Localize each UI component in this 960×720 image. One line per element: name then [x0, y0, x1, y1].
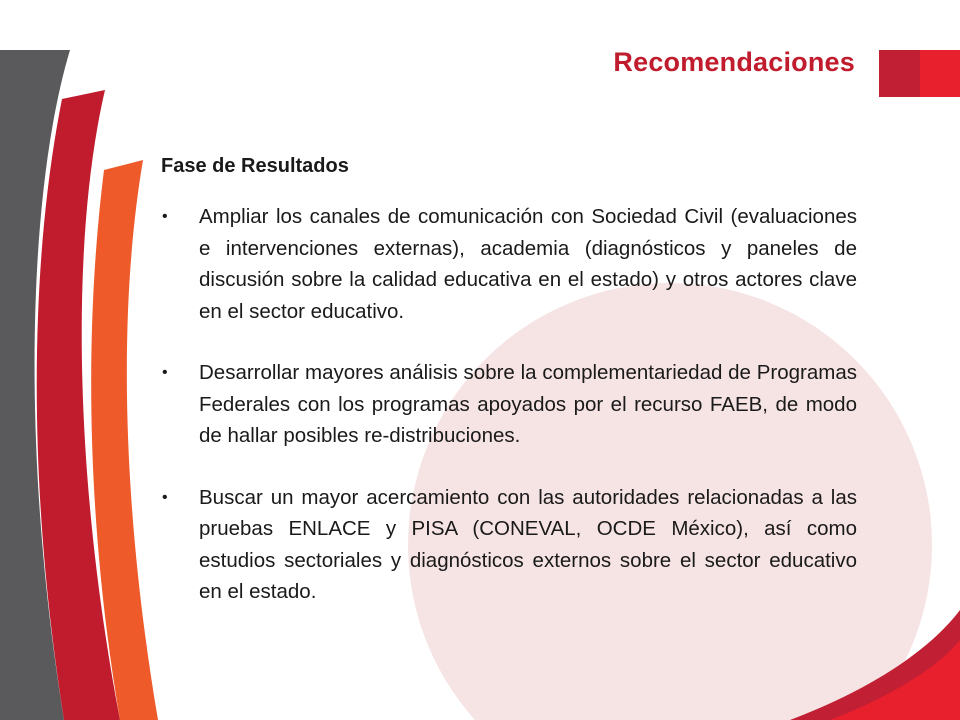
- bullet-text: Desarrollar mayores análisis sobre la complementariedad de Programas Federales con los programas apoyados por el recurso FAEB, de modo de hallar posibles re-distribuciones.: [199, 361, 857, 447]
- bullet-text: Buscar un mayor acercamiento con las autoridades relacionadas a las pruebas ENLACE y PISA (CONEVAL, OCDE México), así como estudios sectoriales y diagnósticos externos sobre el sector educativo en el estado.: [199, 485, 857, 603]
- bullet-item: [161, 357, 857, 452]
- bullet-icon: •: [162, 488, 168, 506]
- bullet-icon: •: [162, 364, 168, 381]
- title-accent-block: [879, 50, 960, 97]
- section-heading: Fase de Resultados: [161, 155, 349, 177]
- bullet-item: [161, 201, 857, 327]
- bullet-text: Ampliar los canales de comunicación con Sociedad Civil (evaluaciones e intervenciones externas), academia (diagnósticos y paneles de discusión sobre la calidad educativa en el estado) y otros actores clave en el sector educativo.: [199, 205, 857, 323]
- bullet-item: [161, 482, 857, 608]
- bullet-list: [161, 201, 857, 608]
- content-area: [161, 152, 857, 638]
- bullet-icon: •: [162, 208, 168, 225]
- slide-title: Recomendaciones: [613, 47, 855, 77]
